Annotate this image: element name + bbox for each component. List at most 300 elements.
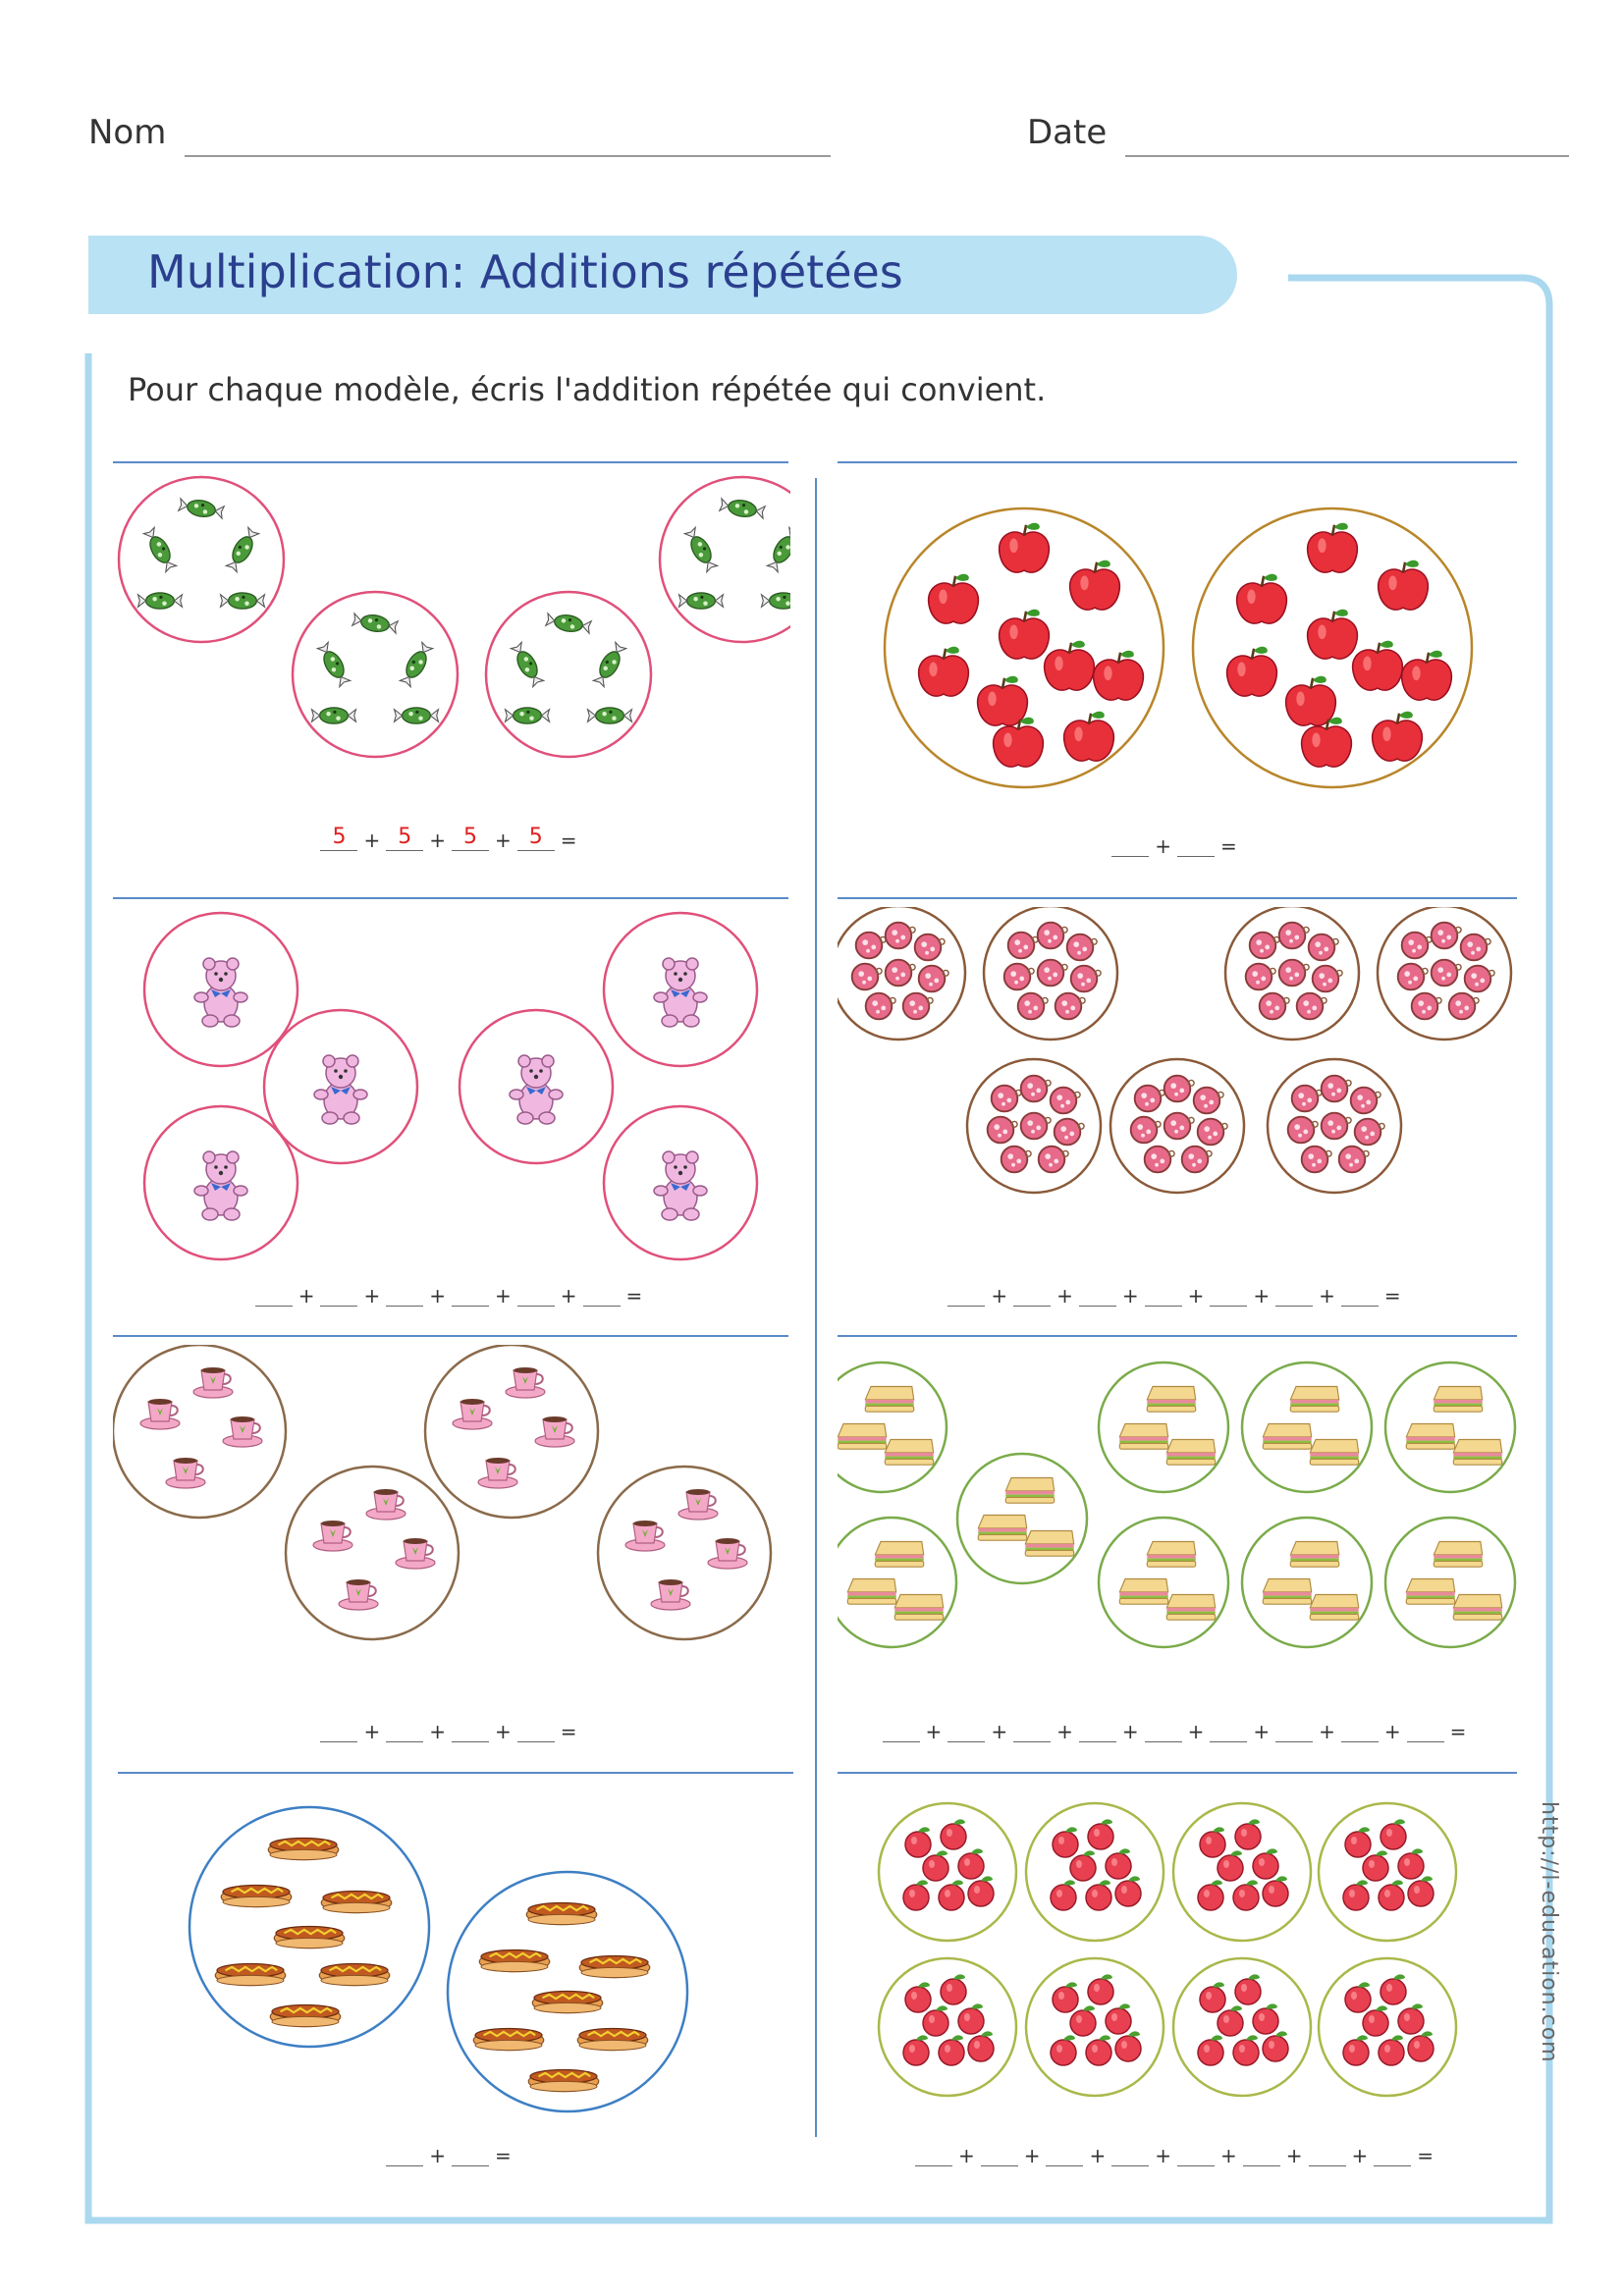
page-title: Multiplication: Additions répétées — [147, 245, 903, 298]
tomato-icon — [1218, 1850, 1243, 1881]
answer-blank[interactable] — [947, 1282, 985, 1307]
tomato-icon — [1235, 1974, 1261, 2004]
tomato-icon — [1263, 2031, 1288, 2061]
tomato-icon — [1379, 1880, 1404, 1910]
tomato-icon — [1253, 1848, 1278, 1879]
teddy-bear-icon — [194, 958, 247, 1027]
plus-sign: + — [1121, 1720, 1139, 1743]
candy-icon — [316, 641, 352, 687]
answer-blank[interactable]: 5 — [320, 827, 357, 851]
equation — [113, 1718, 790, 1742]
tomato-icon — [1398, 1848, 1424, 1879]
sausage-ring-icon — [1145, 1147, 1174, 1173]
sandwich-icon — [1310, 1440, 1358, 1466]
answer-blank[interactable]: 5 — [452, 827, 489, 851]
answer-blank[interactable]: 5 — [517, 827, 555, 851]
sandwich-icon — [885, 1440, 933, 1466]
hot-dog-icon — [319, 1964, 389, 1986]
apple-icon — [1094, 651, 1144, 700]
candy-icon — [510, 641, 546, 687]
tomato-icon — [1200, 1982, 1225, 2012]
tomato-icon — [1408, 1876, 1434, 1906]
website-url: http://l-education.com — [1537, 1801, 1561, 2063]
apple-icon — [1070, 561, 1120, 610]
candy-icon — [762, 593, 791, 609]
sausage-ring-icon — [919, 966, 948, 992]
sausage-ring-icon — [866, 993, 895, 1020]
candy-icon — [588, 708, 632, 723]
tomato-icon — [1380, 1974, 1406, 2004]
candy-icon — [592, 641, 628, 687]
sausage-ring-icon — [1297, 993, 1326, 1020]
candy-icon — [178, 497, 224, 520]
candy-icon — [142, 526, 179, 572]
tomato-icon — [1070, 2005, 1096, 2036]
teacup-icon — [678, 1489, 718, 1520]
separator — [113, 1335, 788, 1337]
teacup-icon — [478, 1458, 517, 1488]
teacup-icon — [223, 1416, 262, 1447]
tomato-icon — [1233, 2035, 1259, 2065]
answer-blank[interactable] — [947, 1718, 985, 1742]
tomato-icon — [905, 1982, 931, 2012]
sausage-ring-icon — [1465, 966, 1494, 992]
column-divider — [815, 478, 817, 2137]
apple-icon — [1000, 523, 1050, 572]
hot-dog-icon — [473, 2029, 543, 2051]
candy-icon — [221, 593, 265, 609]
teacup-icon — [366, 1489, 406, 1520]
sausage-ring-icon — [1067, 934, 1097, 961]
hot-dog-icon — [532, 1992, 602, 2013]
sausage-ring-icon — [1302, 1147, 1331, 1173]
sandwich-icon — [1166, 1440, 1215, 1466]
equation — [113, 1282, 790, 1307]
tomato-icon — [1086, 2035, 1111, 2065]
teacup-icon — [339, 1579, 378, 1610]
tomato-icon — [1106, 2003, 1131, 2034]
answer-blank[interactable] — [1210, 1718, 1247, 1742]
plus-sign: + — [429, 1284, 446, 1308]
exercise-sandwich — [838, 1345, 1517, 1762]
answer-blank[interactable] — [255, 1282, 293, 1307]
sandwich-icon — [1005, 1478, 1054, 1504]
sandwich-icon — [1147, 1387, 1195, 1413]
answer-blank[interactable] — [1309, 2142, 1346, 2166]
candy-icon — [766, 526, 790, 572]
sausage-ring-icon — [886, 923, 915, 949]
sausage-ring-icon — [1008, 933, 1038, 959]
sausage-ring-icon — [1351, 1088, 1380, 1114]
teddy-bear-icon — [654, 958, 707, 1027]
sausage-ring-icon — [1250, 933, 1279, 959]
tomato-icon — [1343, 1880, 1369, 1910]
tomato-icon — [1200, 1827, 1225, 1857]
sausage-ring-icon — [1313, 966, 1342, 992]
sausage-ring-icon — [1071, 966, 1101, 992]
sausage-ring-icon — [1004, 964, 1034, 990]
tomato-icon — [1408, 2031, 1434, 2061]
plus-sign: + — [1253, 1720, 1271, 1743]
answer-blank[interactable] — [1111, 832, 1149, 857]
tomato-icon — [939, 1880, 964, 1910]
sausage-ring-icon — [1432, 960, 1461, 987]
teacup-icon — [166, 1458, 205, 1488]
answer-blank[interactable] — [1111, 2142, 1149, 2166]
answer-blank[interactable] — [1046, 2142, 1083, 2166]
equals-sign: = — [1449, 1720, 1467, 1743]
candy-icon — [719, 497, 765, 520]
candy-icon — [312, 708, 356, 723]
apple-icon — [1064, 712, 1114, 761]
apple-icon — [1353, 641, 1403, 690]
sausage-ring-icon — [988, 1117, 1017, 1144]
sausage-ring-icon — [1198, 1119, 1227, 1146]
answer-blank[interactable] — [452, 2142, 489, 2166]
apple-icon — [1308, 610, 1358, 659]
date-label: Date — [1027, 113, 1108, 152]
tomato-icon — [1363, 2005, 1388, 2036]
sausage-ring-icon — [1279, 960, 1309, 987]
tomato-icon — [1053, 1982, 1078, 2012]
exercise-tomato — [838, 1782, 1517, 2214]
answer-blank[interactable] — [1145, 1282, 1182, 1307]
answer-blank[interactable] — [1177, 832, 1215, 857]
sausage-ring-icon — [1038, 960, 1067, 987]
plus-sign: + — [991, 1284, 1008, 1308]
sandwich-icon — [1290, 1387, 1338, 1413]
plus-sign: + — [298, 1284, 315, 1308]
tomato-icon — [903, 1880, 929, 1910]
answer-blank[interactable] — [583, 1282, 621, 1307]
answer-blank[interactable] — [386, 1282, 423, 1307]
sausage-ring-icon — [1412, 993, 1441, 1020]
tomato-icon — [1263, 1876, 1288, 1906]
answer-blank[interactable] — [1275, 1718, 1313, 1742]
tomato-icon — [1235, 1819, 1261, 1849]
tomato-icon — [968, 1876, 994, 1906]
candy-icon — [399, 641, 435, 687]
apple-icon — [919, 647, 969, 696]
answer-blank[interactable] — [320, 1718, 357, 1742]
sausage-ring-icon — [1461, 934, 1490, 961]
answer-blank[interactable] — [1243, 2142, 1280, 2166]
equation — [838, 1718, 1517, 1742]
sausage-ring-icon — [1131, 1117, 1161, 1144]
plus-sign: + — [1056, 1720, 1073, 1743]
tomato-icon — [1070, 1850, 1096, 1881]
plus-sign: + — [429, 1720, 446, 1743]
apple-icon — [1286, 676, 1336, 725]
teacup-icon — [506, 1367, 545, 1398]
sausage-ring-icon — [1021, 1113, 1051, 1140]
tomato-icon — [939, 2035, 964, 2065]
plus-sign: + — [429, 828, 446, 852]
sandwich-icon — [1290, 1542, 1338, 1568]
separator — [113, 897, 788, 899]
answer-blank[interactable] — [1079, 1282, 1116, 1307]
tomato-icon — [1253, 2003, 1278, 2034]
tomato-icon — [1088, 1974, 1113, 2004]
candy-icon — [138, 593, 183, 609]
teacup-icon — [625, 1521, 665, 1551]
sandwich-icon — [978, 1516, 1026, 1541]
candy-icon — [683, 526, 720, 572]
candy-icon — [225, 526, 261, 572]
answer-blank[interactable] — [1341, 1282, 1379, 1307]
sausage-ring-icon — [1322, 1076, 1351, 1102]
apple-icon — [1000, 610, 1050, 659]
sandwich-icon — [1263, 1579, 1311, 1605]
apple-icon — [1227, 647, 1277, 696]
hot-dog-icon — [479, 1950, 549, 1972]
equation — [113, 827, 790, 851]
plus-sign: + — [363, 828, 381, 852]
answer-blank[interactable] — [1341, 1718, 1379, 1742]
teddy-bear-icon — [194, 1151, 247, 1220]
plus-sign: + — [1155, 2144, 1171, 2167]
exercise-sausage-ring — [838, 907, 1517, 1324]
tomato-icon — [1115, 2031, 1141, 2061]
sausage-ring-icon — [856, 933, 886, 959]
equals-sign: = — [1417, 2144, 1435, 2167]
sandwich-icon — [1119, 1424, 1167, 1450]
equation — [838, 2142, 1517, 2166]
plus-sign: + — [925, 1720, 943, 1743]
answer-blank[interactable] — [386, 2142, 423, 2166]
answer-blank[interactable] — [1275, 1282, 1313, 1307]
sausage-ring-icon — [1292, 1086, 1322, 1112]
apple-icon — [1045, 641, 1095, 690]
tomato-icon — [1379, 2035, 1404, 2065]
equals-sign: = — [1383, 1284, 1401, 1308]
sandwich-icon — [875, 1542, 923, 1568]
tomato-icon — [1345, 1982, 1371, 2012]
tomato-icon — [1051, 2035, 1076, 2065]
sausage-ring-icon — [852, 964, 882, 990]
hot-dog-icon — [215, 1964, 285, 1986]
separator — [838, 1335, 1517, 1337]
teacup-icon — [651, 1579, 690, 1610]
sausage-ring-icon — [1449, 993, 1479, 1020]
plus-sign: + — [1121, 1284, 1139, 1308]
tomato-icon — [923, 1850, 948, 1881]
instruction-text: Pour chaque modèle, écris l'addition répétée qui convient. — [128, 371, 1047, 408]
tomato-icon — [1343, 2035, 1369, 2065]
apple-icon — [1402, 651, 1452, 700]
sausage-ring-icon — [1288, 1117, 1318, 1144]
separator — [838, 461, 1517, 463]
sausage-ring-icon — [1051, 1088, 1080, 1114]
sausage-ring-icon — [1135, 1086, 1164, 1112]
plus-sign: + — [1319, 1720, 1335, 1743]
tomato-icon — [1051, 1880, 1076, 1910]
plus-sign: + — [429, 2144, 446, 2167]
answer-blank[interactable] — [915, 2142, 952, 2166]
teddy-bear-icon — [510, 1055, 563, 1124]
candy-icon — [395, 708, 439, 723]
answer-blank[interactable] — [1013, 1718, 1051, 1742]
sandwich-icon — [1434, 1387, 1482, 1413]
sausage-ring-icon — [1018, 993, 1048, 1020]
sausage-ring-icon — [1402, 933, 1432, 959]
plus-sign: + — [1155, 834, 1171, 858]
sandwich-icon — [1406, 1579, 1454, 1605]
separator — [118, 1772, 793, 1774]
sandwich-icon — [838, 1424, 886, 1450]
sausage-ring-icon — [1056, 993, 1085, 1020]
answer-blank[interactable] — [1210, 1282, 1247, 1307]
tomato-icon — [1198, 1880, 1223, 1910]
sandwich-icon — [1310, 1595, 1358, 1621]
tomato-icon — [1233, 1880, 1259, 1910]
sausage-ring-icon — [915, 934, 945, 961]
plus-sign: + — [363, 1720, 381, 1743]
sausage-ring-icon — [903, 993, 933, 1020]
answer-blank[interactable] — [1079, 1718, 1116, 1742]
apple-icon — [1379, 561, 1429, 610]
plus-sign: + — [957, 2144, 975, 2167]
answer-blank[interactable] — [452, 1718, 489, 1742]
answer-blank[interactable] — [386, 1718, 423, 1742]
sausage-ring-icon — [1038, 923, 1067, 949]
candy-icon — [352, 612, 398, 635]
hot-dog-icon — [321, 1892, 391, 1913]
answer-blank[interactable] — [320, 1282, 357, 1307]
tomato-icon — [1086, 1880, 1111, 1910]
plus-sign: + — [495, 828, 512, 852]
sandwich-icon — [1025, 1531, 1073, 1557]
plus-sign: + — [363, 1284, 381, 1308]
candy-icon — [506, 708, 550, 723]
tomato-icon — [1380, 1819, 1406, 1849]
apple-icon — [1373, 712, 1423, 761]
sausage-ring-icon — [1194, 1088, 1223, 1114]
apple-icon — [929, 574, 979, 623]
sandwich-icon — [1119, 1579, 1167, 1605]
equals-sign: = — [495, 2144, 512, 2167]
equation — [838, 832, 1517, 857]
sandwich-icon — [1263, 1424, 1311, 1450]
sandwich-icon — [1434, 1542, 1482, 1568]
hot-dog-icon — [268, 1839, 338, 1860]
plus-sign: + — [495, 1284, 512, 1308]
answer-blank[interactable] — [1177, 2142, 1215, 2166]
equals-sign: = — [625, 1284, 643, 1308]
answer-blank[interactable] — [517, 1282, 555, 1307]
equation — [113, 2142, 790, 2166]
sausage-ring-icon — [1309, 934, 1338, 961]
sausage-ring-icon — [1021, 1076, 1051, 1102]
teacup-icon — [313, 1521, 352, 1551]
plus-sign: + — [1319, 1284, 1335, 1308]
tomato-icon — [1088, 1819, 1113, 1849]
hot-dog-icon — [579, 1956, 649, 1978]
sausage-ring-icon — [1182, 1147, 1212, 1173]
sausage-ring-icon — [1432, 923, 1461, 949]
hot-dog-icon — [221, 1886, 291, 1907]
answer-blank[interactable] — [1013, 1282, 1051, 1307]
teddy-bear-icon — [314, 1055, 367, 1124]
plus-sign: + — [560, 1284, 577, 1308]
sandwich-icon — [1406, 1424, 1454, 1450]
teacup-icon — [708, 1538, 747, 1569]
sandwich-icon — [1166, 1595, 1215, 1621]
sausage-ring-icon — [1355, 1119, 1384, 1146]
sausage-ring-icon — [1164, 1076, 1194, 1102]
teacup-icon — [535, 1416, 574, 1447]
hot-dog-icon — [528, 2070, 598, 2092]
plus-sign: + — [1089, 2144, 1107, 2167]
sandwich-icon — [1453, 1595, 1501, 1621]
hot-dog-icon — [577, 2029, 647, 2051]
tomato-icon — [958, 1848, 984, 1879]
plus-sign: + — [1220, 2144, 1237, 2167]
sandwich-icon — [847, 1579, 895, 1605]
tomato-icon — [941, 1819, 966, 1849]
separator — [838, 1772, 1517, 1774]
plus-sign: + — [1351, 2144, 1369, 2167]
teddy-bear-icon — [654, 1151, 707, 1220]
tomato-icon — [905, 1827, 931, 1857]
plus-sign: + — [991, 1720, 1008, 1743]
sausage-ring-icon — [1055, 1119, 1084, 1146]
sausage-ring-icon — [1001, 1147, 1031, 1173]
equals-sign: = — [560, 828, 577, 852]
sausage-ring-icon — [886, 960, 915, 987]
exercise-hot-dog — [113, 1782, 790, 2214]
tomato-icon — [903, 2035, 929, 2065]
sausage-ring-icon — [1164, 1113, 1194, 1140]
plus-sign: + — [1253, 1284, 1271, 1308]
sandwich-icon — [1147, 1542, 1195, 1568]
hot-dog-icon — [270, 2005, 340, 2027]
hot-dog-icon — [274, 1927, 344, 1949]
equation — [838, 1282, 1517, 1307]
answer-blank[interactable] — [883, 1718, 920, 1742]
answer-blank[interactable] — [1407, 1718, 1444, 1742]
sausage-ring-icon — [1246, 964, 1275, 990]
sausage-ring-icon — [1398, 964, 1428, 990]
plus-sign: + — [1383, 1720, 1401, 1743]
teacup-icon — [140, 1399, 180, 1429]
answer-blank[interactable] — [1145, 1718, 1182, 1742]
candy-icon — [545, 612, 591, 635]
plus-sign: + — [1187, 1720, 1205, 1743]
tomato-icon — [1398, 2003, 1424, 2034]
tomato-icon — [1115, 1876, 1141, 1906]
answer-blank[interactable]: 5 — [386, 827, 423, 851]
answer-blank[interactable] — [1374, 2142, 1411, 2166]
tomato-icon — [958, 2003, 984, 2034]
equals-sign: = — [560, 1720, 577, 1743]
sausage-ring-icon — [1339, 1147, 1369, 1173]
tomato-icon — [1198, 2035, 1223, 2065]
separator — [838, 897, 1517, 899]
answer-blank[interactable] — [981, 2142, 1018, 2166]
sandwich-icon — [865, 1387, 913, 1413]
sandwich-icon — [894, 1595, 943, 1621]
sausage-ring-icon — [1279, 923, 1309, 949]
plus-sign: + — [1056, 1284, 1073, 1308]
answer-blank[interactable] — [452, 1282, 489, 1307]
answer-blank[interactable] — [517, 1718, 555, 1742]
exercise-teacup — [113, 1345, 790, 1762]
tomato-icon — [1363, 1850, 1388, 1881]
plus-sign: + — [1187, 1284, 1205, 1308]
tomato-icon — [941, 1974, 966, 2004]
teacup-icon — [453, 1399, 492, 1429]
